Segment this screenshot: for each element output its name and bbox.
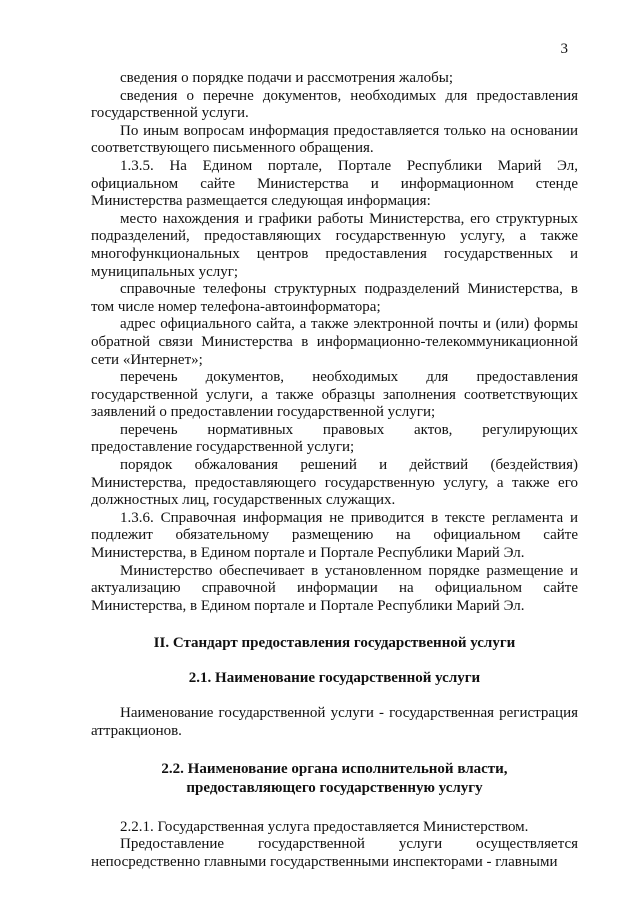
paragraph: сведения о порядке подачи и рассмотрения жалобы; <box>120 70 454 86</box>
paragraph: справочные телефоны структурных подразделений Министерства, в том числе номер телефона-автоинформатора; <box>91 281 578 315</box>
page-number: 3 <box>560 41 568 57</box>
paragraph: 1.3.6. Справочная информация не приводится в тексте регламента и подлежит обязательному размещению на официальном сайте Министерства, в Едином портале и Портале Республики Марий Эл. <box>91 509 578 562</box>
paragraph: порядок обжалования решений и действий (бездействия) Министерства, предоставляющего государственную услугу, а также его должностных лиц, государственных служащих. <box>91 457 578 509</box>
paragraph: 2.2.1. Государственная услуга предоставляется Министерством. <box>120 818 529 835</box>
paragraph: место нахождения и графики работы Министерства, его структурных подразделений, предоставляющих государственную услугу, а также многофункциональных центров предоставления государственных и муниципальных услуг; <box>91 210 578 280</box>
subsection-heading: 2.1. Наименование государственной услуги <box>188 670 481 687</box>
paragraph: Предоставление государственной услуги осуществляется непосредственно главными государственными инспекторами - главными <box>91 836 578 870</box>
paragraph: Министерство обеспечивает в установленном порядке размещение и актуализацию справочной информации на официальном сайте Министерства, в Едином портале и Портале Республики Марий Эл. <box>91 562 578 614</box>
paragraph: Наименование государственной услуги - государственная регистрация аттракционов. <box>91 705 578 739</box>
paragraph: По иным вопросам информация предоставляется только на основании соответствующего письменного обращения. <box>91 122 578 157</box>
paragraph: перечень нормативных правовых актов, регулирующих предоставление государственной услуги; <box>91 421 578 456</box>
section-heading: II. Стандарт предоставления государственной услуги <box>153 635 516 652</box>
paragraph: сведения о перечне документов, необходимых для предоставления государственной услуги. <box>91 87 578 122</box>
paragraph: перечень документов, необходимых для предоставления государственной услуги, а также образцы заполнения соответствующих заявлений о предоставлении государственной услуги; <box>91 369 578 421</box>
subsection-heading-line-1: 2.2. Наименование органа исполнительной власти, <box>161 760 508 777</box>
paragraph: 1.3.5. На Едином портале, Портале Республики Марий Эл, официальном сайте Министерства и информационном стенде Министерства размещается следующая информация: <box>91 157 578 210</box>
paragraph: адрес официального сайта, а также электронной почты и (или) формы обратной связи Министерства в информационно-телекоммуникационной сети «Интернет»; <box>91 316 578 368</box>
document-body <box>91 70 578 871</box>
subsection-heading-line-2: предоставляющего государственную услугу <box>186 779 483 796</box>
